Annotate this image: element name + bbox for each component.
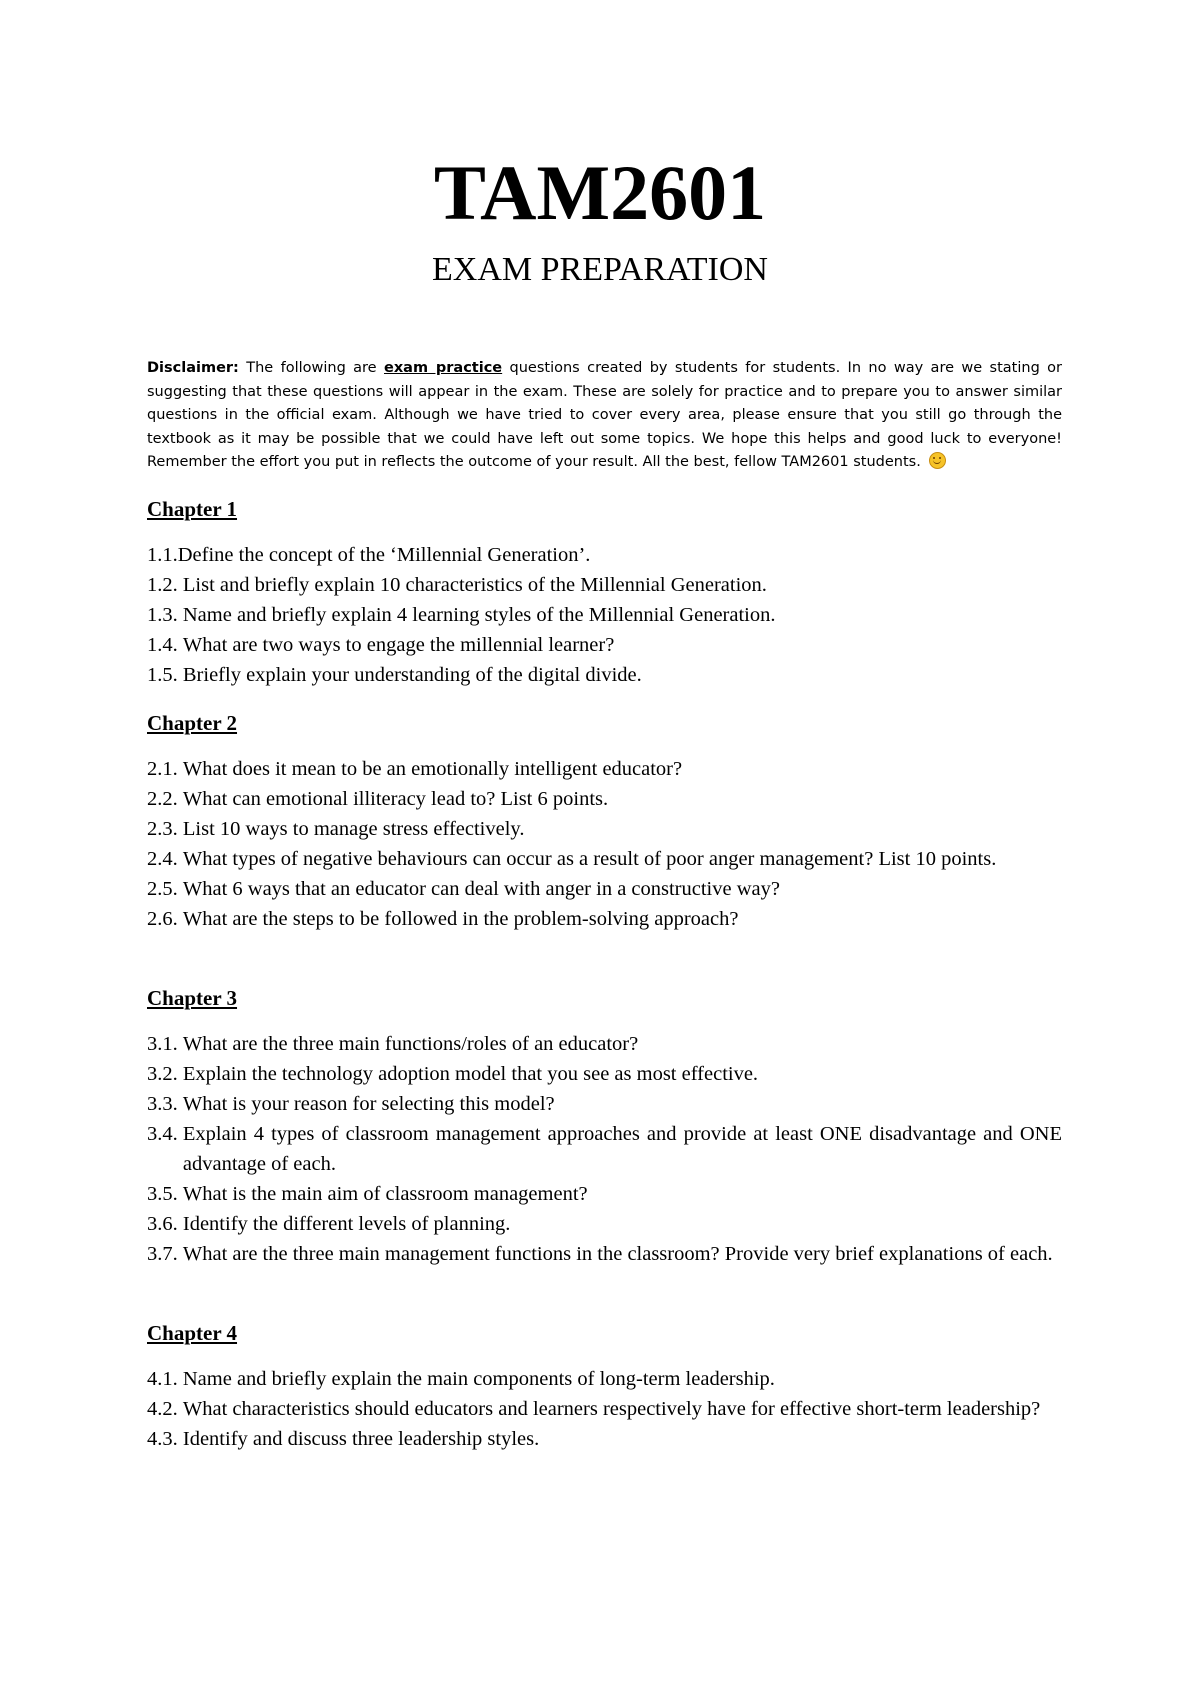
question-list [147, 1364, 1062, 1454]
question-text: What are the steps to be followed in the problem-solving approach? [182, 908, 739, 930]
question-text: Identify the different levels of planning. [182, 1213, 511, 1235]
chapter-4-section [147, 1318, 1062, 1454]
question-number: 3.3. [147, 1093, 183, 1115]
question-item [147, 754, 1062, 784]
question-item [147, 784, 1062, 814]
question-item [147, 1089, 1062, 1119]
question-number: 3.7. [147, 1243, 183, 1265]
question-number: 1.5. [147, 664, 183, 686]
disclaimer-highlight: exam practice [384, 360, 503, 376]
document-title: TAM2601 [433, 149, 767, 236]
chapter-1-section [147, 494, 1062, 690]
question-number: 4.3. [147, 1428, 183, 1450]
question-text: Identify and discuss three leadership styles. [182, 1428, 540, 1450]
question-number: 3.1. [147, 1033, 183, 1055]
question-item [147, 904, 1062, 934]
question-number: 3.4. [147, 1123, 183, 1145]
question-number: 1.3. [147, 604, 183, 626]
question-item [147, 630, 1062, 660]
question-item [147, 1364, 1062, 1394]
question-item [147, 600, 1062, 630]
question-number: 1.2. [147, 574, 183, 596]
question-item [147, 1424, 1062, 1454]
question-number: 2.4. [147, 848, 183, 870]
question-text: What are two ways to engage the millennial learner? [182, 634, 615, 656]
document-subtitle: EXAM PREPARATION [432, 251, 768, 288]
question-number: 2.3. [147, 818, 183, 840]
question-item [147, 1029, 1062, 1059]
question-list [147, 754, 1062, 934]
question-text: What characteristics should educators and learners respectively have for effective short-term leadership? [182, 1398, 1041, 1420]
question-number: 1.1. [147, 544, 178, 566]
question-number: 2.6. [147, 908, 183, 930]
question-number: 3.2. [147, 1063, 183, 1085]
disclaimer-label: Disclaimer: [147, 360, 239, 376]
question-text: What can emotional illiteracy lead to? List 6 points. [182, 788, 609, 810]
question-item [147, 844, 1062, 874]
chapter-2-section [147, 708, 1062, 934]
chapter-heading: Chapter 1 [147, 497, 238, 521]
question-item [147, 1239, 1062, 1269]
question-text: Briefly explain your understanding of the digital divide. [182, 664, 642, 686]
question-list [147, 540, 1062, 690]
chapter-heading: Chapter 4 [147, 1321, 238, 1345]
question-text: What are the three main functions/roles of an educator? [182, 1033, 639, 1055]
question-text: What is your reason for selecting this model? [182, 1093, 555, 1115]
question-item [147, 1394, 1062, 1424]
question-text: List and briefly explain 10 characteristics of the Millennial Generation. [182, 574, 767, 596]
chapter-heading: Chapter 2 [147, 711, 238, 735]
chapter-3-section [147, 983, 1062, 1269]
question-number: 2.2. [147, 788, 183, 810]
disclaimer-paragraph [147, 357, 1062, 475]
disclaimer-text-after: questions created by students for students. In no way are we stating or suggesting that these questions will appear in the exam. These are solely for practice and to prepare you to answer similar questions in the official exam. Although we have tried to cover every area, please ensure that you still go through the textbook as it may be possible that we could have left out some topics. We hope this helps and good luck to everyone! Remember the effort you put in reflects the outcome of your result. All the best, fellow TAM2601 students. [147, 360, 1062, 470]
question-item [147, 660, 1062, 690]
question-item [147, 540, 1062, 570]
question-text: What does it mean to be an emotionally intelligent educator? [182, 758, 683, 780]
question-text: What 6 ways that an educator can deal with anger in a constructive way? [182, 878, 780, 900]
question-text: Name and briefly explain 4 learning styles of the Millennial Generation. [182, 604, 776, 626]
question-text: Name and briefly explain the main components of long-term leadership. [182, 1368, 775, 1390]
question-item [147, 814, 1062, 844]
question-item [147, 1179, 1062, 1209]
question-number: 1.4. [147, 634, 183, 656]
question-number: 3.5. [147, 1183, 183, 1205]
question-text: Explain 4 types of classroom management approaches and provide at least ONE disadvantage and ONE advantage of each. [182, 1123, 1062, 1175]
question-text: What types of negative behaviours can occur as a result of poor anger management? List 10 points. [182, 848, 997, 870]
question-item [147, 1119, 1062, 1179]
question-text: What are the three main management functions in the classroom? Provide very brief explanations of each. [182, 1243, 1053, 1265]
question-number: 4.1. [147, 1368, 183, 1390]
question-text: Define the concept of the ‘Millennial Generation’. [177, 544, 591, 566]
question-text: Explain the technology adoption model that you see as most effective. [182, 1063, 759, 1085]
chapter-heading: Chapter 3 [147, 986, 238, 1010]
question-number: 2.5. [147, 878, 183, 900]
question-text: List 10 ways to manage stress effectively. [182, 818, 525, 840]
question-list [147, 1029, 1062, 1269]
smiley-icon [929, 452, 946, 469]
disclaimer-text-before: The following are [238, 360, 384, 376]
question-item [147, 874, 1062, 904]
question-number: 4.2. [147, 1398, 183, 1420]
question-text: What is the main aim of classroom management? [182, 1183, 588, 1205]
question-item [147, 570, 1062, 600]
question-number: 2.1. [147, 758, 183, 780]
question-item [147, 1209, 1062, 1239]
question-number: 3.6. [147, 1213, 183, 1235]
question-item [147, 1059, 1062, 1089]
